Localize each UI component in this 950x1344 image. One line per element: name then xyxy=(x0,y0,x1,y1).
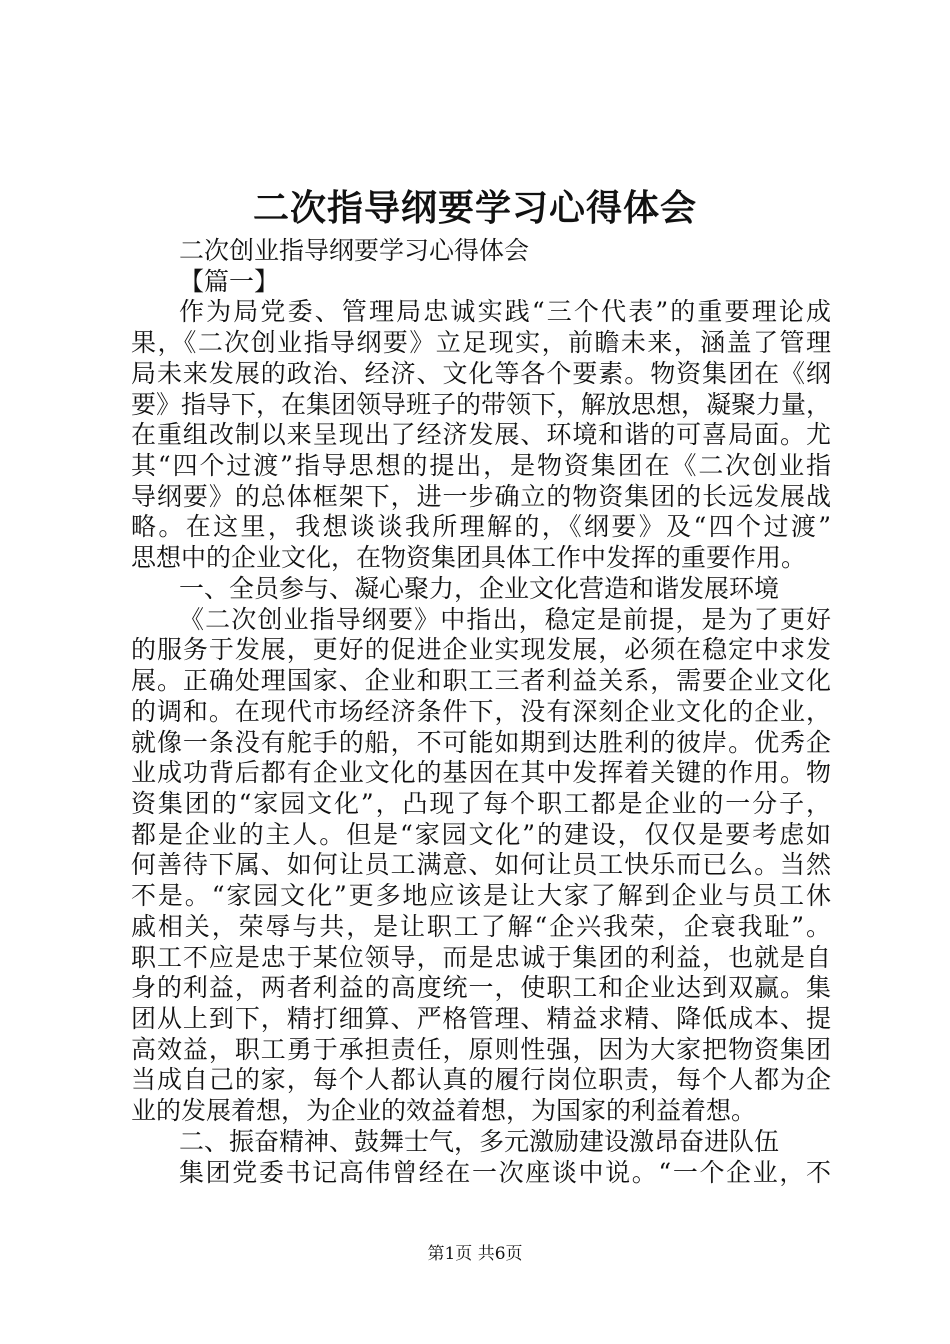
body-line: 果，《二次创业指导纲要》立足现实，前瞻未来，涵盖了管理 xyxy=(131,328,831,358)
body-line: 《二次创业指导纲要》中指出，稳定是前提，是为了更好 xyxy=(179,604,831,634)
body-line: 高效益，职工勇于承担责任，原则性强，因为大家把物资集团 xyxy=(131,1034,831,1064)
page-indicator: 第1页 共6页 xyxy=(427,1244,523,1264)
body-line: 戚相关，荣辱与共，是让职工了解“企兴我荣，企衰我耻”。 xyxy=(131,911,831,941)
document-title: 二次指导纲要学习心得体会 xyxy=(252,187,697,229)
body-line: 集团党委书记高伟曾经在一次座谈中说。“一个企业，不 xyxy=(179,1157,831,1187)
body-line: 局未来发展的政治、经济、文化等各个要素。物资集团在《纲 xyxy=(131,358,831,388)
body-line: 要》指导下，在集团领导班子的带领下，解放思想，凝聚力量， xyxy=(131,389,832,419)
body-line: 二、振奋精神、鼓舞士气，多元激励建设激昂奋进队伍 xyxy=(179,1126,780,1156)
body-line: 都是企业的主人。但是“家园文化”的建设，仅仅是要考虑如 xyxy=(131,819,831,849)
body-line: 团从上到下，精打细算、严格管理、精益求精、降低成本、提 xyxy=(131,1003,831,1033)
body-line: 就像一条没有舵手的船，不可能如期到达胜利的彼岸。优秀企 xyxy=(131,727,831,757)
body-line: 当成自己的家，每个人都认真的履行岗位职责，每个人都为企 xyxy=(131,1065,831,1095)
body-line: 二次创业指导纲要学习心得体会 xyxy=(179,236,530,265)
body-line: 思想中的企业文化，在物资集团具体工作中发挥的重要作用。 xyxy=(131,543,807,573)
document-body xyxy=(131,236,831,1188)
body-line: 何善待下属、如何让员工满意、如何让员工快乐而已么。当然 xyxy=(131,850,831,880)
body-line: 【篇一】 xyxy=(179,266,280,296)
body-line: 导纲要》的总体框架下，进一步确立的物资集团的长远发展战 xyxy=(131,481,831,511)
body-line: 不是。“家园文化”更多地应该是让大家了解到企业与员工休 xyxy=(131,881,831,911)
body-line: 业成功背后都有企业文化的基因在其中发挥着关键的作用。物 xyxy=(131,758,831,788)
body-line: 略。在这里，我想谈谈我所理解的，《纲要》及“四个过渡” xyxy=(131,512,831,542)
body-line: 身的利益，两者利益的高度统一，使职工和企业达到双赢。集 xyxy=(131,973,831,1003)
body-line: 的服务于发展，更好的促进企业实现发展，必须在稳定中求发 xyxy=(131,635,831,665)
body-line: 资集团的“家园文化”，凸现了每个职工都是企业的一分子， xyxy=(131,788,831,818)
body-line: 在重组改制以来呈现出了经济发展、环境和谐的可喜局面。尤 xyxy=(131,420,831,450)
body-line: 职工不应是忠于某位领导，而是忠诚于集团的利益，也就是自 xyxy=(131,942,831,972)
body-line: 的调和。在现代市场经济条件下，没有深刻企业文化的企业， xyxy=(131,696,831,726)
body-line: 一、全员参与、凝心聚力，企业文化营造和谐发展环境 xyxy=(179,573,780,603)
body-line: 其“四个过渡”指导思想的提出，是物资集团在《二次创业指 xyxy=(131,451,831,481)
body-line: 业的发展着想，为企业的效益着想，为国家的利益着想。 xyxy=(131,1096,757,1126)
body-line: 作为局党委、管理局忠诚实践“三个代表”的重要理论成 xyxy=(179,297,831,327)
body-line: 展。正确处理国家、企业和职工三者利益关系，需要企业文化 xyxy=(131,666,831,696)
